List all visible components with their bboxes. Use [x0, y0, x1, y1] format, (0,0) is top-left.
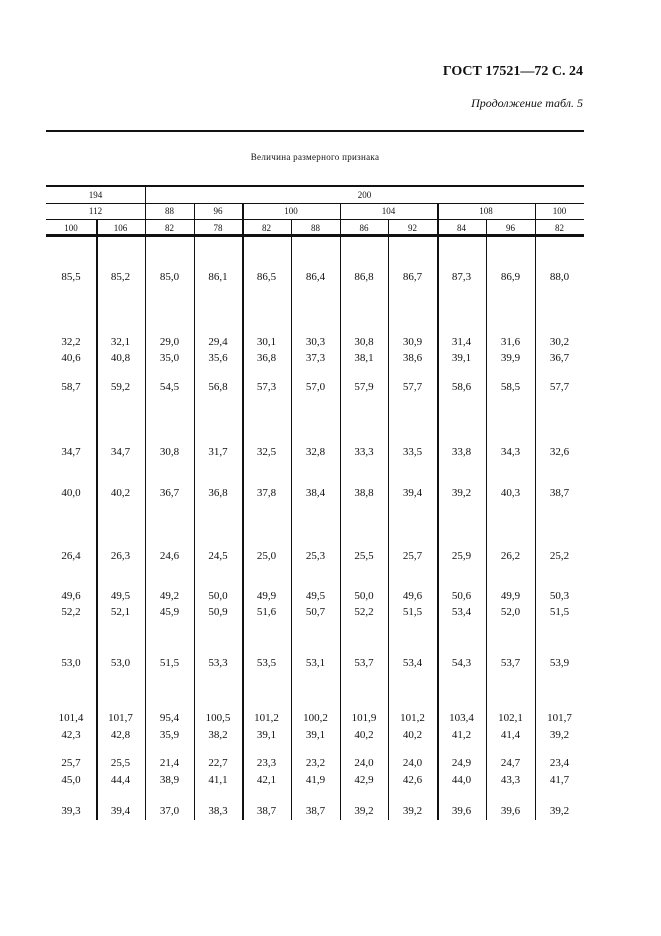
- table-cell: 34,3: [500, 446, 521, 458]
- table-cell: 37,8: [256, 487, 277, 499]
- table-cell: 37,0: [159, 805, 180, 817]
- table-cell: 41,7: [549, 774, 570, 786]
- table-cell: 40,2: [402, 729, 423, 741]
- table-cell: 53,4: [402, 657, 423, 669]
- table-cell: 86,7: [402, 271, 423, 283]
- table-cell: 31,6: [500, 336, 521, 348]
- table-cell: 39,2: [402, 805, 423, 817]
- table-cell: 95,4: [159, 712, 180, 724]
- table-cell: 88,0: [549, 271, 570, 283]
- table-cell: 101,9: [351, 712, 377, 724]
- table-cell: 36,7: [159, 487, 180, 499]
- document-header: ГОСТ 17521—72 С. 24: [442, 64, 583, 79]
- table-cell: 30,8: [159, 446, 180, 458]
- table-cell: 40,0: [61, 487, 81, 499]
- header-cell: 82: [555, 223, 564, 233]
- header-cell: 100: [64, 223, 78, 233]
- table-cell: 101,7: [108, 712, 133, 724]
- table-cell: 42,3: [61, 729, 81, 741]
- header-cell: 92: [408, 223, 417, 233]
- table-cell: 38,6: [402, 352, 423, 364]
- table-cell: 42,8: [110, 729, 131, 741]
- table-cell: 54,3: [451, 657, 472, 669]
- table-cell: 41,2: [451, 729, 472, 741]
- table-cell: 33,5: [402, 446, 423, 458]
- table-cell: 56,8: [208, 381, 228, 393]
- table-cell: 24,6: [159, 550, 180, 562]
- table-cell: 39,4: [402, 487, 423, 499]
- table-cell: 40,3: [500, 487, 521, 499]
- table-cell: 38,1: [354, 352, 374, 364]
- table-cell: 25,0: [256, 550, 277, 562]
- header-cell: 104: [381, 206, 396, 216]
- table-cell: 39,3: [61, 805, 81, 817]
- table-cell: 43,3: [500, 774, 521, 786]
- table-cell: 35,6: [208, 352, 228, 364]
- table-cell: 41,9: [305, 774, 326, 786]
- table-cell: 30,3: [305, 336, 326, 348]
- header-cell: 100: [552, 206, 567, 216]
- table-cell: 32,6: [549, 446, 570, 458]
- table-cell: 39,2: [549, 729, 570, 741]
- header-cell: 96: [506, 223, 515, 233]
- table-cell: 86,1: [208, 271, 228, 283]
- table-cell: 32,1: [110, 336, 131, 348]
- table-cell: 30,9: [402, 336, 423, 348]
- table-cell: 25,7: [61, 757, 81, 769]
- table-cell: 38,7: [549, 487, 570, 499]
- table-cell: 45,9: [159, 606, 180, 618]
- table-cell: 42,1: [256, 774, 277, 786]
- table-cell: 38,7: [256, 805, 277, 817]
- header-rule: [46, 130, 584, 132]
- table-cell: 35,9: [159, 729, 180, 741]
- table-cell: 39,6: [500, 805, 521, 817]
- table-cell: 52,2: [61, 606, 81, 618]
- table-cell: 50,3: [549, 590, 570, 602]
- table-cell: 102,1: [498, 712, 523, 724]
- table-cell: 40,2: [354, 729, 374, 741]
- table-cell: 42,9: [354, 774, 374, 786]
- table-cell: 31,4: [451, 336, 472, 348]
- table-cell: 29,4: [208, 336, 228, 348]
- table-cell: 30,8: [354, 336, 374, 348]
- table-cell: 38,8: [354, 487, 374, 499]
- table-cell: 24,0: [402, 757, 423, 769]
- table-cell: 53,1: [305, 657, 326, 669]
- table-cell: 53,0: [61, 657, 81, 669]
- table-cell: 31,7: [208, 446, 228, 458]
- table-cell: 53,0: [110, 657, 131, 669]
- table-cell: 25,9: [451, 550, 472, 562]
- table-cell: 36,7: [549, 352, 570, 364]
- table-cell: 59,2: [110, 381, 131, 393]
- table-cell: 51,5: [402, 606, 423, 618]
- table-cell: 40,2: [110, 487, 131, 499]
- table-cell: 49,6: [61, 590, 81, 602]
- table-cell: 57,7: [549, 381, 570, 393]
- table-cell: 38,7: [305, 805, 326, 817]
- table-cell: 49,5: [305, 590, 326, 602]
- table-cell: 29,0: [159, 336, 180, 348]
- header-line: [46, 219, 584, 220]
- table-cell: 53,9: [549, 657, 570, 669]
- table-cell: 50,0: [354, 590, 374, 602]
- header-bottom-rule: [46, 234, 584, 237]
- table-cell: 23,4: [549, 757, 570, 769]
- table-cell: 34,7: [61, 446, 81, 458]
- table-cell: 30,2: [549, 336, 570, 348]
- header-cell: 88: [311, 223, 320, 233]
- table-cell: 50,7: [305, 606, 326, 618]
- table-cell: 52,2: [354, 606, 374, 618]
- table-cell: 85,5: [61, 271, 81, 283]
- table-continuation-label: Продолжение табл. 5: [471, 96, 583, 110]
- table-cell: 26,3: [110, 550, 131, 562]
- table-cell: 58,5: [500, 381, 521, 393]
- table-cell: 86,9: [500, 271, 521, 283]
- table-cell: 25,5: [110, 757, 131, 769]
- table-cell: 39,1: [305, 729, 326, 741]
- table-cell: 50,6: [451, 590, 472, 602]
- table-cell: 36,8: [256, 352, 277, 364]
- table-cell: 87,3: [451, 271, 472, 283]
- table-cell: 100,2: [303, 712, 328, 724]
- table-cell: 101,7: [547, 712, 572, 724]
- table-cell: 39,1: [256, 729, 277, 741]
- table-cell: 57,0: [305, 381, 326, 393]
- table-cell: 53,7: [354, 657, 374, 669]
- table-cell: 57,9: [354, 381, 374, 393]
- table-cell: 103,4: [449, 712, 474, 724]
- table-cell: 52,0: [500, 606, 521, 618]
- table-cell: 49,9: [256, 590, 277, 602]
- table-cell: 24,7: [500, 757, 521, 769]
- table-cell: 39,2: [549, 805, 570, 817]
- table-cell: 33,8: [451, 446, 472, 458]
- header-cell: 86: [359, 223, 369, 233]
- table-cell: 45,0: [61, 774, 81, 786]
- table-cell: 40,8: [110, 352, 131, 364]
- table-cell: 25,5: [354, 550, 374, 562]
- table-cell: 53,3: [208, 657, 228, 669]
- table-cell: 33,3: [354, 446, 374, 458]
- header-cell: 100: [284, 206, 298, 216]
- table-cell: 40,6: [61, 352, 81, 364]
- table-cell: 23,2: [305, 757, 326, 769]
- table-cell: 49,6: [402, 590, 423, 602]
- table-cell: 49,9: [500, 590, 521, 602]
- table-cell: 26,2: [500, 550, 521, 562]
- table-cell: 52,1: [110, 606, 131, 618]
- table-cell: 101,2: [254, 712, 279, 724]
- table-cell: 42,6: [402, 774, 423, 786]
- table-cell: 25,7: [402, 550, 423, 562]
- table-caption: Величина размерного признака: [250, 152, 380, 162]
- table-cell: 39,2: [354, 805, 374, 817]
- table-cell: 38,3: [208, 805, 228, 817]
- header-cell: 84: [457, 223, 466, 233]
- table-cell: 58,7: [61, 381, 81, 393]
- table-cell: 53,7: [500, 657, 521, 669]
- table-cell: 30,1: [256, 336, 277, 348]
- table-cell: 35,0: [159, 352, 180, 364]
- table-cell: 32,5: [256, 446, 277, 458]
- header-line: [46, 203, 584, 204]
- table-cell: 21,4: [159, 757, 180, 769]
- table-cell: 41,1: [208, 774, 228, 786]
- table-top-rule: [46, 185, 584, 187]
- table-cell: 22,7: [208, 757, 228, 769]
- table-cell: 39,9: [500, 352, 521, 364]
- table-cell: 38,2: [208, 729, 228, 741]
- header-cell: 82: [262, 223, 271, 233]
- table-cell: 25,2: [549, 550, 570, 562]
- table-cell: 44,4: [110, 774, 131, 786]
- header-cell: 78: [213, 223, 223, 233]
- table-cell: 100,5: [205, 712, 231, 724]
- table-cell: 37,3: [305, 352, 326, 364]
- table-cell: 38,4: [305, 487, 326, 499]
- table-cell: 36,8: [208, 487, 228, 499]
- table-cell: 86,4: [305, 271, 326, 283]
- table-cell: 38,9: [159, 774, 180, 786]
- table-cell: 86,8: [354, 271, 374, 283]
- table-cell: 51,6: [256, 606, 277, 618]
- table-cell: 34,7: [110, 446, 131, 458]
- table-cell: 24,9: [451, 757, 472, 769]
- table-cell: 32,2: [61, 336, 81, 348]
- table-cell: 86,5: [256, 271, 277, 283]
- table-cell: 25,3: [305, 550, 326, 562]
- table-cell: 39,6: [451, 805, 472, 817]
- table-cell: 101,2: [400, 712, 425, 724]
- table-cell: 23,3: [256, 757, 277, 769]
- table-cell: 24,5: [208, 550, 228, 562]
- header-cell: 200: [357, 190, 372, 200]
- header-cell: 82: [165, 223, 174, 233]
- table-cell: 51,5: [549, 606, 570, 618]
- table-cell: 101,4: [58, 712, 84, 724]
- table-cell: 49,2: [159, 590, 180, 602]
- table-cell: 49,5: [110, 590, 131, 602]
- table-cell: 54,5: [159, 381, 180, 393]
- header-cell: 194: [88, 190, 103, 200]
- header-cell: 96: [213, 206, 223, 216]
- table-cell: 39,4: [110, 805, 131, 817]
- table-cell: 41,4: [500, 729, 521, 741]
- header-cell: 112: [88, 206, 103, 216]
- table-cell: 26,4: [61, 550, 81, 562]
- table-cell: 57,7: [402, 381, 423, 393]
- header-cell: 106: [113, 223, 128, 233]
- table-cell: 51,5: [159, 657, 180, 669]
- table-cell: 24,0: [354, 757, 374, 769]
- table-cell: 57,3: [256, 381, 277, 393]
- table-cell: 39,2: [451, 487, 472, 499]
- table-cell: 85,2: [110, 271, 131, 283]
- table-cell: 53,5: [256, 657, 277, 669]
- table-cell: 32,8: [305, 446, 326, 458]
- header-cell: 88: [165, 206, 174, 216]
- table-cell: 39,1: [451, 352, 472, 364]
- table-cell: 50,9: [208, 606, 228, 618]
- table-cell: 85,0: [159, 271, 180, 283]
- header-cell: 108: [479, 206, 493, 216]
- table-cell: 58,6: [451, 381, 472, 393]
- table-cell: 50,0: [208, 590, 228, 602]
- table-cell: 53,4: [451, 606, 472, 618]
- table-cell: 44,0: [451, 774, 472, 786]
